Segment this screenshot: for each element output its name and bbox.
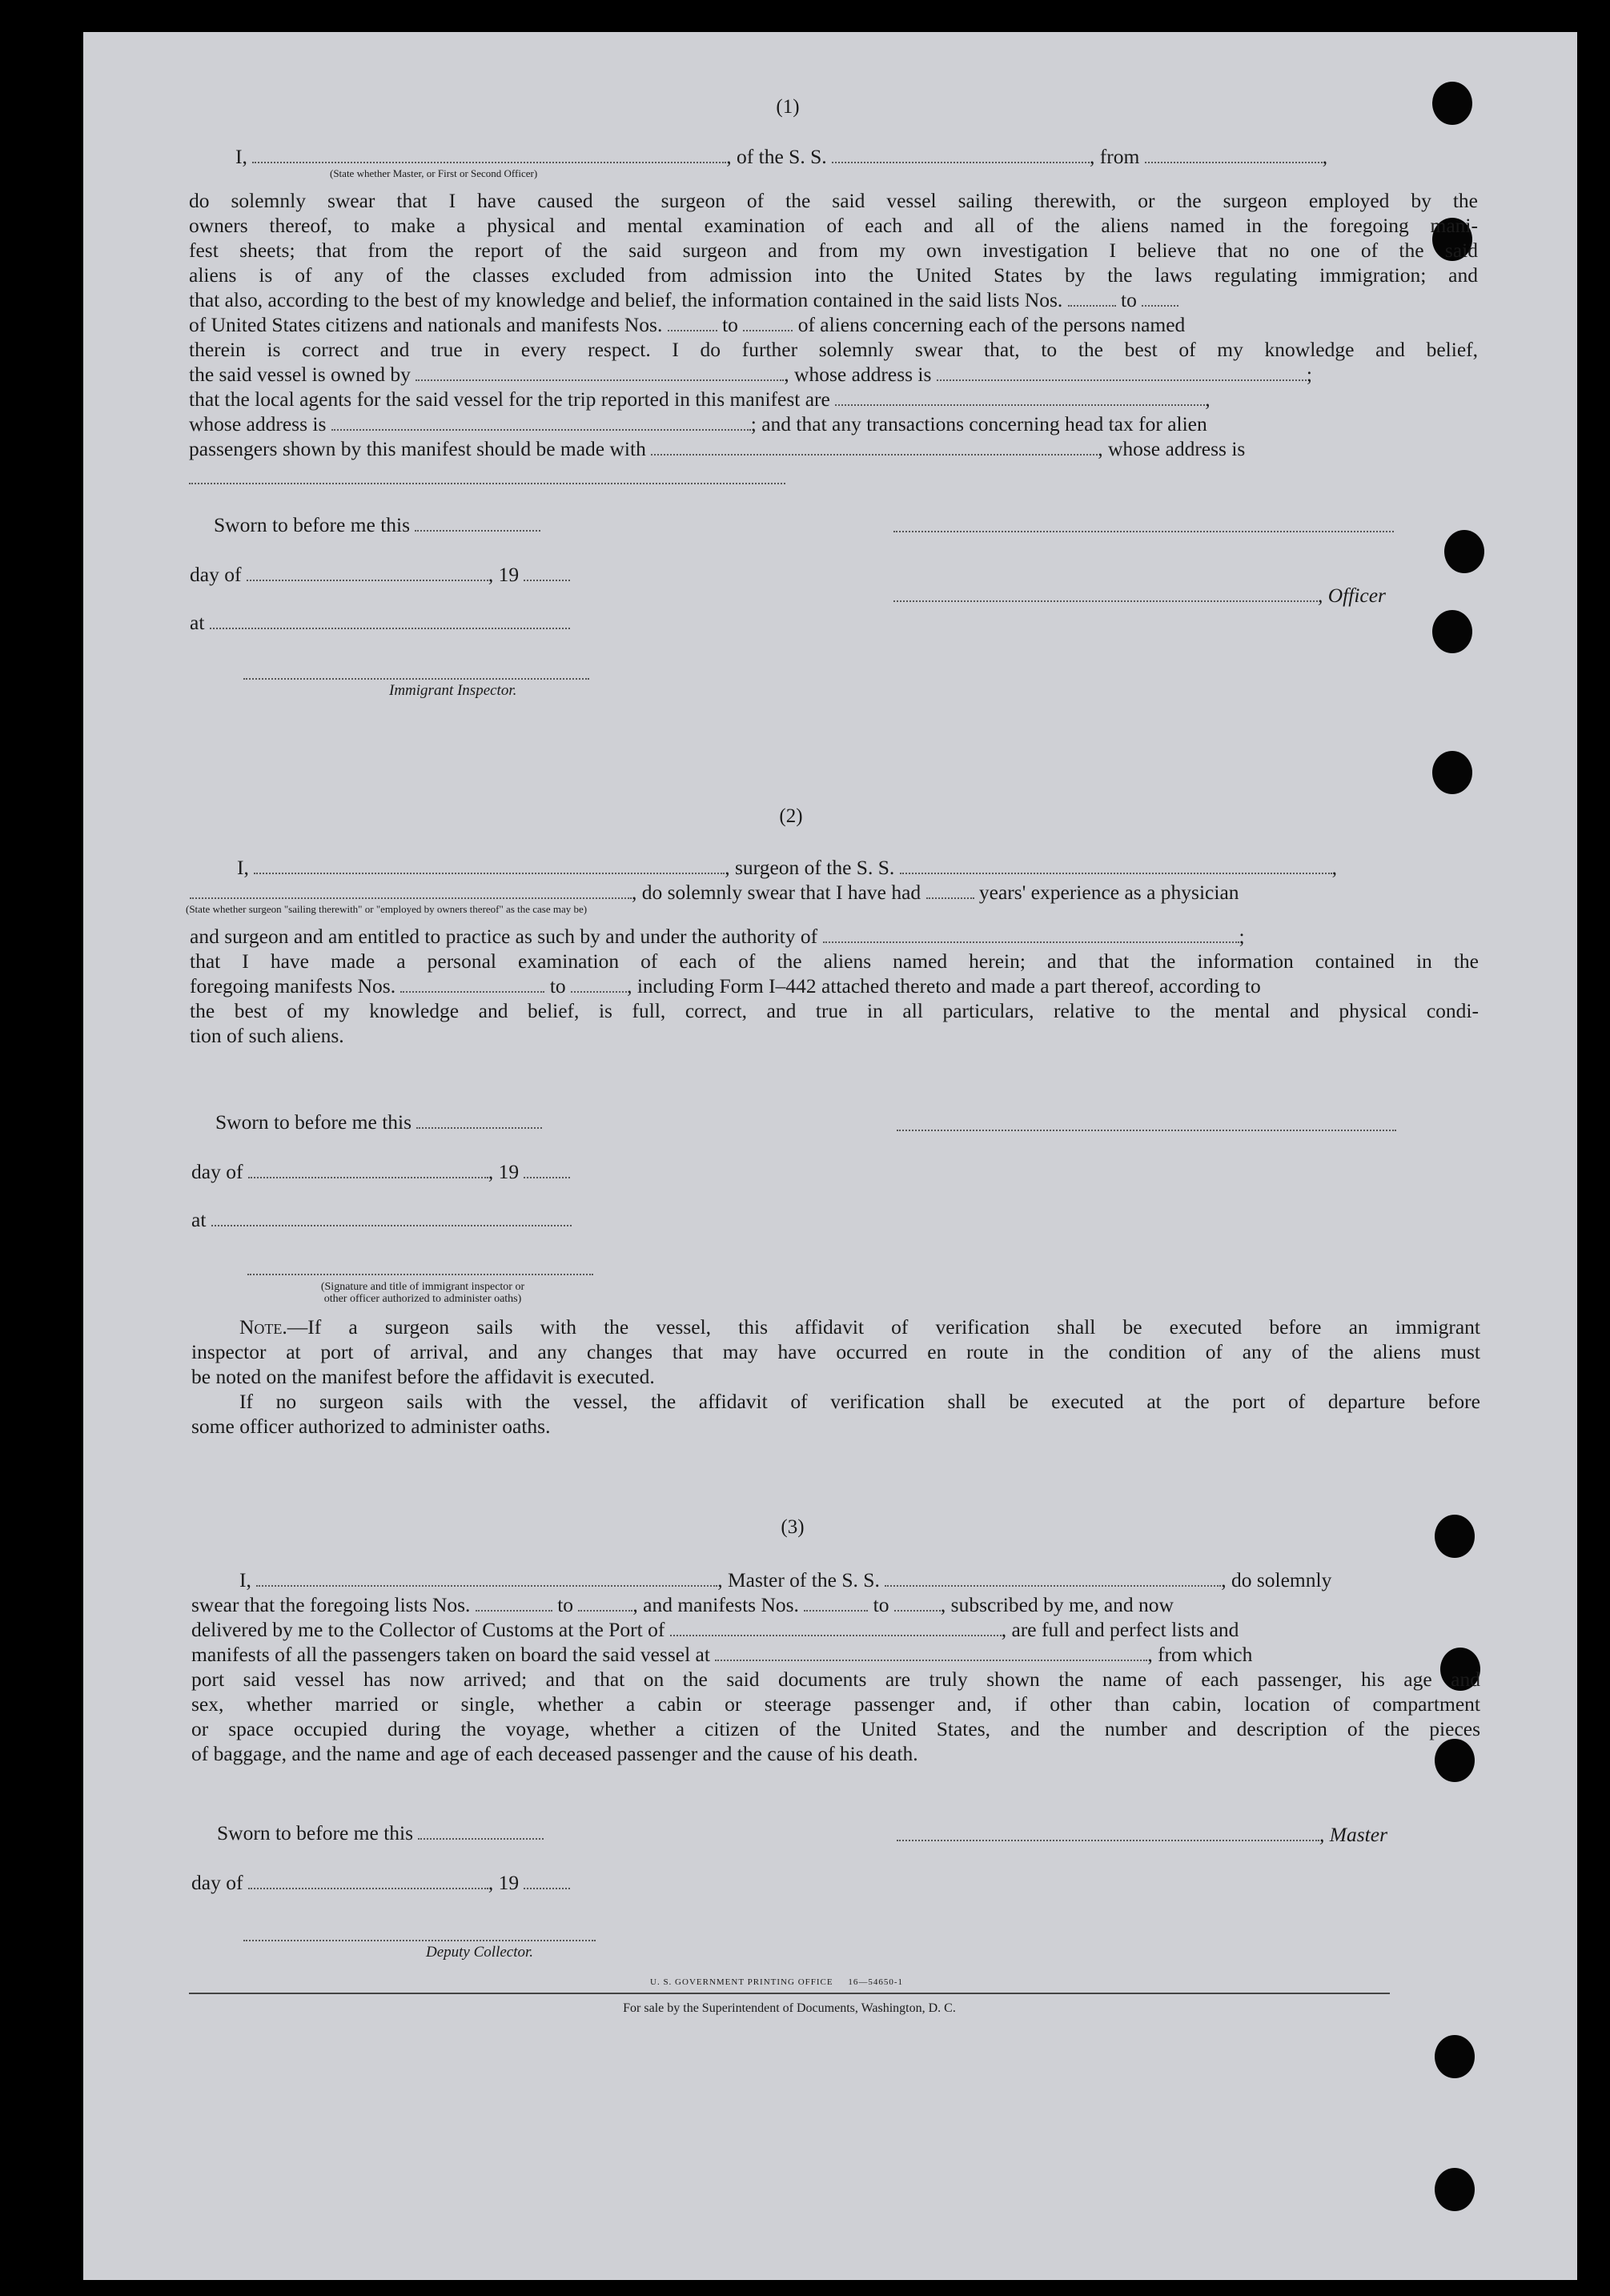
s2-at-field[interactable] <box>211 1224 572 1226</box>
s2-surgeon-signature-line[interactable] <box>897 1129 1396 1131</box>
s1-line <box>189 436 1478 461</box>
punch-hole <box>1432 610 1472 653</box>
s1-day-label: day of <box>190 563 242 586</box>
s1-comma: , <box>1322 145 1328 168</box>
s2-manifests-to-field[interactable] <box>571 990 627 993</box>
s3-oath-line-1 <box>239 1567 1331 1592</box>
s1-text: that also, according to the best of my knowledge and belief, the information contained in the said lists Nos. <box>189 288 1063 311</box>
s1-agents-address-field[interactable] <box>331 428 751 431</box>
s1-line: therein is correct and true in every respect. I do further solemnly swear that, to the best of my knowledge and belief, <box>189 338 1478 361</box>
s2-month-field[interactable] <box>248 1176 488 1178</box>
s1-of-ss: , of the S. S. <box>726 145 827 168</box>
s1-officer-row <box>893 583 1386 608</box>
s3-text: , Master of the S. S. <box>717 1568 880 1592</box>
s3-text: manifests of all the passengers taken on board the said vessel at <box>191 1643 710 1666</box>
s1-owner-field[interactable] <box>416 379 784 381</box>
s1-year-label: , 19 <box>488 563 520 586</box>
s3-master-label: , Master <box>1319 1823 1387 1846</box>
s1-officer-signature-line[interactable] <box>893 530 1394 532</box>
punch-hole <box>1432 751 1472 794</box>
s3-text: , subscribed by me, and now <box>940 1593 1174 1616</box>
s2-i: I, <box>237 856 249 879</box>
section-1-number: (1) <box>776 96 800 118</box>
s2-day-row <box>191 1159 570 1184</box>
s3-text: , do solemnly <box>1221 1568 1332 1592</box>
s2-authority-field[interactable] <box>823 941 1239 943</box>
s1-at-label: at <box>190 611 205 634</box>
s2-line: that I have made a personal examination of each of the aliens named herein; and that the information contained in the <box>190 949 1479 973</box>
s3-line <box>191 1617 1480 1642</box>
s2-text: foregoing manifests Nos. <box>190 974 396 997</box>
s1-text: of United States citizens and nationals and manifests Nos. <box>189 313 663 336</box>
s2-sworn-day-field[interactable] <box>416 1126 542 1129</box>
s3-manifests-to-field[interactable] <box>894 1609 941 1612</box>
s2-year-label: , 19 <box>488 1160 520 1183</box>
s2-text: , surgeon of the S. S. <box>725 856 895 879</box>
s1-lists-from-field[interactable] <box>1068 304 1116 307</box>
s1-sworn-day-field[interactable] <box>415 529 540 532</box>
s2-oath-body <box>190 924 1479 1048</box>
form-page <box>83 32 1577 2280</box>
s1-text: that the local agents for the said vessel for the trip reported in this manifest are <box>189 387 830 411</box>
s2-day-label: day of <box>191 1160 243 1183</box>
s2-line: the best of my knowledge and belief, is full, correct, and true in all particulars, relative to the mental and physical condi- <box>190 999 1479 1022</box>
s2-line: tion of such aliens. <box>190 1024 344 1047</box>
s2-surgeon-note: (State whether surgeon "sailing therewith" or "employed by owners thereof" as the case may be) <box>186 903 588 915</box>
s1-line <box>189 312 1478 337</box>
s1-line: do solemnly swear that I have caused the surgeon of the said vessel sailing therewith, or the surgeon employed by the <box>189 189 1478 212</box>
s1-text: to <box>1121 288 1137 311</box>
s2-text: to <box>549 974 566 997</box>
footer-rule <box>189 1992 1390 1994</box>
s2-oath-line-1 <box>237 855 1337 880</box>
s3-text: swear that the foregoing lists Nos. <box>191 1593 471 1616</box>
s1-manifests-to-field[interactable] <box>743 329 793 331</box>
s2-signer-note <box>255 1281 591 1305</box>
s2-note-line: If no surgeon sails with the vessel, the affidavit of verification shall be executed at the port of departure before <box>239 1390 1480 1413</box>
s1-officer-name-field[interactable] <box>252 161 726 163</box>
s3-sworn-day-field[interactable] <box>418 1837 544 1840</box>
s1-text: ; and that any transactions concerning head tax for alien <box>750 412 1207 436</box>
s3-master-row <box>897 1822 1387 1847</box>
s1-sworn-row <box>214 512 540 537</box>
s1-text: ; <box>1306 363 1312 386</box>
s2-year-field[interactable] <box>524 1176 570 1178</box>
s3-port-field[interactable] <box>670 1634 1002 1636</box>
s2-sworn-row <box>215 1110 542 1134</box>
s3-manifests-from-field[interactable] <box>804 1609 868 1612</box>
s2-vessel-name-field[interactable] <box>900 872 1332 874</box>
s3-deputy-signature-line[interactable] <box>243 1939 596 1941</box>
s1-month-field[interactable] <box>247 579 488 581</box>
s3-i: I, <box>239 1568 251 1592</box>
s1-text: to <box>722 313 738 336</box>
s2-surgeon-name-field[interactable] <box>254 872 725 874</box>
s1-line: owners thereof, to make a physical and mental examination of each and all of the aliens named in the foregoing mani- <box>189 214 1478 237</box>
s3-day-row <box>191 1870 570 1895</box>
s1-i: I, <box>235 145 247 168</box>
punch-hole <box>1432 82 1472 125</box>
s1-officer-note: (State whether Master, or First or Second Officer) <box>330 167 538 179</box>
printer-imprint: U. S. GOVERNMENT PRINTING OFFICE 16—54650-1 <box>650 1977 904 1987</box>
s1-manifests-from-field[interactable] <box>668 329 717 331</box>
s3-text: , and manifests Nos. <box>632 1593 799 1616</box>
s3-line: or space occupied during the voyage, whether a citizen of the United States, and the number and description of the pieces <box>191 1717 1480 1740</box>
s1-text: the said vessel is owned by <box>189 363 411 386</box>
s1-officer-label: , Officer <box>1318 584 1386 607</box>
s3-line <box>191 1642 1480 1667</box>
s2-note-line: some officer authorized to administer oaths. <box>191 1415 551 1438</box>
s3-sworn-label: Sworn to before me this <box>217 1821 414 1844</box>
s3-master-name-field[interactable] <box>256 1584 717 1587</box>
s1-text: of aliens concerning each of the persons named <box>797 313 1186 336</box>
s3-year-label: , 19 <box>488 1871 520 1894</box>
s1-line: fest sheets; that from the report of the said surgeon and from my own investigation I believe that no one of the said <box>189 239 1478 262</box>
s3-boarding-port-field[interactable] <box>715 1659 1147 1661</box>
s1-at-row <box>190 610 570 635</box>
s3-month-field[interactable] <box>248 1887 488 1889</box>
s1-from: , from <box>1090 145 1140 168</box>
s1-oath-line-1 <box>235 144 1327 169</box>
s3-vessel-name-field[interactable] <box>885 1584 1221 1587</box>
s3-line: of baggage, and the name and age of each deceased passenger and the cause of his death. <box>191 1742 918 1765</box>
s2-years-field[interactable] <box>926 897 974 899</box>
s1-year-field[interactable] <box>524 579 570 581</box>
s1-agents-field[interactable] <box>835 403 1205 406</box>
s2-line <box>190 973 1479 998</box>
s3-line <box>191 1592 1480 1617</box>
section-2-number: (2) <box>779 805 803 827</box>
s2-inspector-signature-line[interactable] <box>247 1273 593 1275</box>
s2-text: years' experience as a physician <box>978 881 1239 904</box>
s1-sworn-label: Sworn to before me this <box>214 513 411 536</box>
s1-text: passengers shown by this manifest should be made with <box>189 437 646 460</box>
s2-oath-line-2 <box>190 880 1239 905</box>
s2-at-label: at <box>191 1208 207 1231</box>
s1-line <box>189 411 1478 436</box>
punch-hole <box>1435 2168 1475 2211</box>
s3-deputy-title: Deputy Collector. <box>426 1944 534 1961</box>
s1-oath-body <box>189 188 1478 461</box>
s1-line <box>189 362 1478 387</box>
s2-sworn-label: Sworn to before me this <box>215 1110 412 1134</box>
s2-note-line: inspector at port of arrival, and any changes that may have occurred en route in the condition of any of the aliens must <box>191 1340 1480 1363</box>
s2-note-text: —If a surgeon sails with the vessel, this affidavit of verification shall be executed before an immigrant <box>287 1315 1480 1339</box>
s1-day-row <box>190 562 570 587</box>
s2-signer-note-line: other officer authorized to administer oaths) <box>323 1293 522 1305</box>
s1-text: whose address is <box>189 412 327 436</box>
punch-hole <box>1435 1515 1475 1558</box>
s1-officer-field[interactable] <box>893 600 1318 602</box>
s3-line: sex, whether married or single, whether a cabin or steerage passenger and, if other than cabin, location of compartment <box>191 1692 1480 1716</box>
s1-vessel-name-field[interactable] <box>832 161 1090 163</box>
s3-text: , from which <box>1147 1643 1253 1666</box>
s3-master-signature-field[interactable] <box>897 1839 1319 1841</box>
s3-text: to <box>873 1593 889 1616</box>
s2-text: , <box>1331 856 1338 879</box>
s1-line <box>189 387 1478 411</box>
s1-text: , whose address is <box>784 363 932 386</box>
s1-lists-to-field[interactable] <box>1142 304 1178 307</box>
s3-text: delivered by me to the Collector of Customs at the Port of <box>191 1618 665 1641</box>
s3-text: to <box>557 1593 574 1616</box>
s2-text: , do solemnly swear that I have had <box>632 881 921 904</box>
s1-inspector-signature-line[interactable] <box>243 677 589 680</box>
s3-lists-from-field[interactable] <box>476 1609 552 1612</box>
s1-text: , <box>1205 387 1211 411</box>
s1-address-line[interactable] <box>189 482 785 484</box>
s1-owner-address-field[interactable] <box>937 379 1307 381</box>
s2-text: , including Form I–442 attached thereto and made a part thereof, according to <box>627 974 1261 997</box>
s3-lists-to-field[interactable] <box>578 1609 632 1612</box>
punch-hole <box>1435 2035 1475 2078</box>
s2-line <box>190 924 1479 949</box>
s3-year-field[interactable] <box>524 1887 570 1889</box>
punch-hole <box>1444 530 1484 573</box>
s3-sworn-row <box>217 1820 544 1845</box>
s3-text: , are full and perfect lists and <box>1001 1618 1239 1641</box>
s1-inspector-title: Immigrant Inspector. <box>389 682 517 699</box>
section-3-number: (3) <box>781 1516 805 1538</box>
s2-note-label: Note. <box>239 1315 287 1339</box>
s1-line <box>189 287 1478 312</box>
s2-manifests-from-field[interactable] <box>400 990 544 993</box>
s2-signer-note-line: (Signature and title of immigrant inspector or <box>320 1281 525 1293</box>
s2-text: and surgeon and am entitled to practice as such by and under the authority of <box>190 925 818 948</box>
s2-note <box>191 1315 1480 1439</box>
s3-day-label: day of <box>191 1871 243 1894</box>
s2-at-row <box>191 1207 572 1232</box>
sale-notice: For sale by the Superintendent of Documents, Washington, D. C. <box>623 2001 956 2015</box>
s2-note-line <box>191 1315 1480 1339</box>
s2-note-line: be noted on the manifest before the affidavit is executed. <box>191 1365 655 1388</box>
s1-from-port-field[interactable] <box>1145 161 1323 163</box>
s3-line: port said vessel has now arrived; and that on the said documents are truly shown the name of each passenger, his age and <box>191 1668 1480 1691</box>
s2-surgeon-type-field[interactable] <box>190 897 632 899</box>
s1-at-field[interactable] <box>210 627 570 629</box>
s1-head-tax-field[interactable] <box>651 453 1098 456</box>
s1-text: , whose address is <box>1098 437 1246 460</box>
s2-text: ; <box>1239 925 1245 948</box>
s1-line: aliens is of any of the classes excluded from admission into the United States by the laws regulating immigration; and <box>189 263 1478 287</box>
s3-oath-body <box>191 1592 1480 1766</box>
